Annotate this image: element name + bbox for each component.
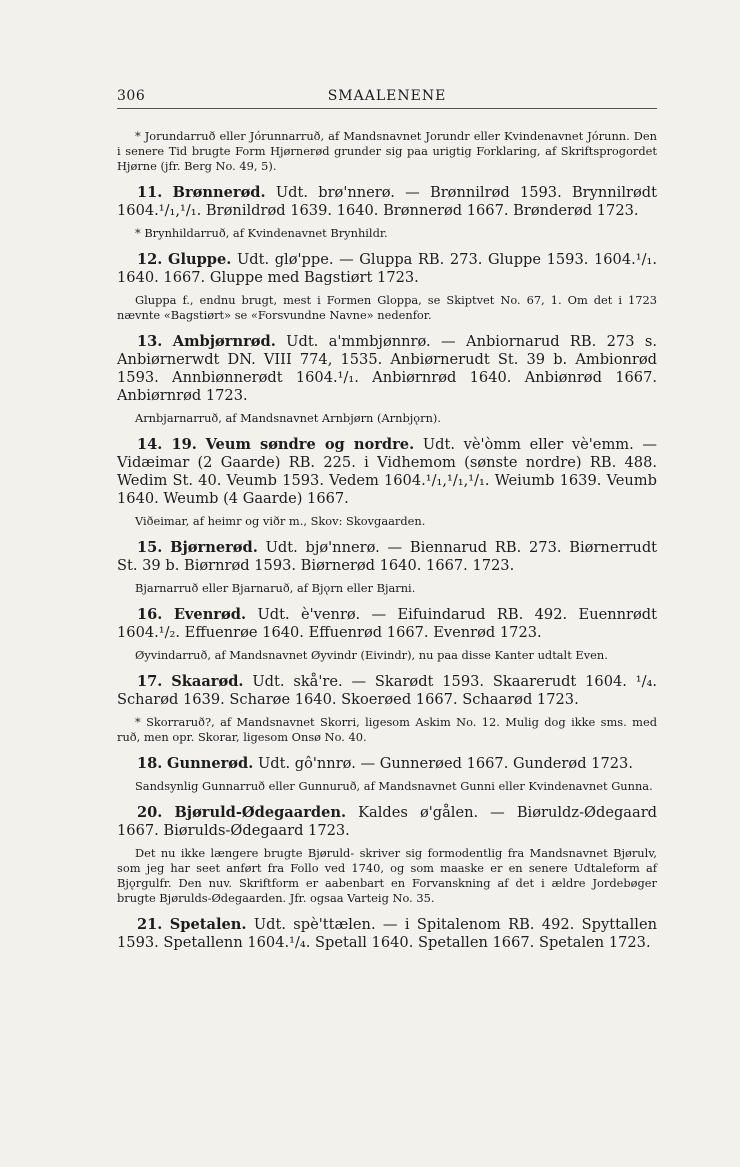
entry-name: Bjørnerød. [170, 539, 258, 556]
entry-name: Gunnerød. [167, 755, 254, 772]
entry-number: 13. [137, 333, 163, 350]
entry-name: Skaarød. [171, 673, 244, 690]
entry-number: 15. [137, 539, 163, 556]
entry-text: Udt. spè'ttælen. — i Spitalenom RB. 492. Spyttallen 1593. Spetallenn 1604.¹/₄. Spetall 1640. Spetallen 1667. Spetalen 1723. [117, 916, 658, 951]
entry-number: 17. [137, 673, 163, 690]
entry-text: Udt. gô'nnrø. — Gunnerøed 1667. Gunderød 1723. [257, 755, 633, 772]
entry-text: Udt. vè'òmm eller vè'emm. — Vidæimar (2 Gaarde) RB. 225. i Vidhemom (sønste nordre) RB. 488. Wedim St. 40. Veumb 1593. Vedem 1604.¹/₁,¹/₁,¹/₁. Weiumb 1639. Veumb 1640. Weumb (4 Gaarde) 1667. [117, 436, 658, 507]
entry [117, 804, 657, 840]
entry [117, 251, 657, 287]
page-number: 306 [117, 88, 146, 104]
entry-note: Sandsynlig Gunnarruð eller Gunnuruð, af Mandsnavnet Gunni eller Kvindenavnet Gunna. [135, 779, 653, 793]
entry-name: Gluppe. [167, 251, 232, 268]
entry-number: 16. [137, 606, 163, 623]
entry-text: Udt. bjø'nnerø. — Biennarud RB. 273. Biørnerrudt St. 39 b. Biørnrød 1593. Biørnerød 1640. 1667. 1723. [117, 539, 658, 574]
entry-text: Udt. a'mmbjønnrø. — Anbiornarud RB. 273 s. Anbiørnerwdt DN. VIII 774, 1535. Anbiørnerudt St. 39 b. Ambionrød 1593. Annbiønnerødt 1604.¹/₁. Anbiørnrød 1640. Anbiønrød 1667. Anbiørnrød 1723. [117, 333, 658, 404]
entry-note: Arnbjarnarruð, af Mandsnavnet Arnbjørn (Arnbjǫrn). [135, 411, 441, 425]
document-page [117, 88, 657, 964]
entry-number: 18. [137, 755, 163, 772]
entry-text: Udt. è'venrø. — Eifuindarud RB. 492. Euennrødt 1604.¹/₂. Effuenrøe 1640. Effuenrød 1667. Evenrød 1723. [117, 606, 657, 641]
entry-number: 12. [137, 251, 163, 268]
entry-note: * Skorraruð?, af Mandsnavnet Skorri, ligesom Askim No. 12. Mulig dog ikke sms. med ruð, men opr. Skorar, ligesom Onsø No. 40. [117, 715, 657, 744]
entry-name: Evenrød. [173, 606, 247, 623]
entry-number: 11. [137, 184, 163, 201]
entry [117, 436, 657, 508]
page-header [117, 88, 657, 109]
entry-text: Kaldes ø'gålen. — Biøruldz-Ødegaard 1667. Biørulds-Ødegaard 1723. [117, 804, 658, 839]
running-title: SMAALENENE [327, 88, 447, 104]
entry [117, 755, 657, 773]
entries-list [117, 184, 657, 952]
entry [117, 606, 657, 642]
entry-name: Bjøruld-Ødegaarden. [174, 804, 347, 821]
entry [117, 333, 657, 405]
footnote-top: * Jorundarruð eller Jórunnarruð, af Mandsnavnet Jorundr eller Kvindenavnet Jórunn. Den i senere Tid brugte Form Hjørnerød grunder sig paa urigtig Forklaring, af Skriftsprogordet Hjørne (jfr. Berg No. 49, 5). [117, 129, 657, 173]
entry-text: Udt. glø'ppe. — Gluppa RB. 273. Gluppe 1593. 1604.¹/₁. 1640. 1667. Gluppe med Bagstiørt 1723. [117, 251, 658, 286]
entry-number: 20. [137, 804, 163, 821]
entry-note: Bjarnarruð eller Bjarnaruð, af Bjǫrn eller Bjarni. [135, 581, 416, 595]
entry-number: 21. [137, 916, 163, 933]
entry [117, 184, 657, 220]
entry-name: Spetalen. [169, 916, 247, 933]
entry-text: Udt. skå're. — Skarødt 1593. Skaarerudt 1604. ¹/₄. Scharød 1639. Scharøe 1640. Skoerøed 1667. Schaarød 1723. [117, 673, 658, 708]
entry-note: Øyvindarruð, af Mandsnavnet Øyvindr (Eivindr), nu paa disse Kanter udtalt Even. [135, 648, 608, 662]
entry-name: Ambjørnrød. [172, 333, 276, 350]
entry-name: Veum søndre og nordre. [205, 436, 415, 453]
entry-name: Brønnerød. [172, 184, 266, 201]
entry [117, 539, 657, 575]
entry-note: Viðeimar, af heimr og viðr m., Skov: Skovgaarden. [135, 514, 426, 528]
entry-number: 14. 19. [137, 436, 197, 453]
entry [117, 673, 657, 709]
entry-text: Udt. brø'nnerø. — Brønnilrød 1593. Brynnilrødt 1604.¹/₁,¹/₁. Brønildrød 1639. 1640. Brønnerød 1667. Brønderød 1723. [117, 184, 657, 219]
entry [117, 916, 657, 952]
entry-note: * Brynhildarruð, af Kvindenavnet Brynhildr. [135, 226, 388, 240]
entry-note: Det nu ikke længere brugte Bjøruld- skriver sig formodentlig fra Mandsnavnet Bjørulv, som jeg har seet anført fra Follo ved 1740, og som maaske er en senere Udtaleform af Bjǫrgulfr. Den nuv. Skriftform er aabenbart en Forvanskning af det i ældre Jordebøger brugte Bjørulds-Ødegaarden. Jfr. ogsaa Varteig No. 35. [117, 846, 657, 905]
entry-note: Gluppa f., endnu brugt, mest i Formen Gloppa, se Skiptvet No. 67, 1. Om det i 1723 nævnte «Bagstiørt» se «Forsvundne Navne» nedenfor. [117, 293, 657, 322]
